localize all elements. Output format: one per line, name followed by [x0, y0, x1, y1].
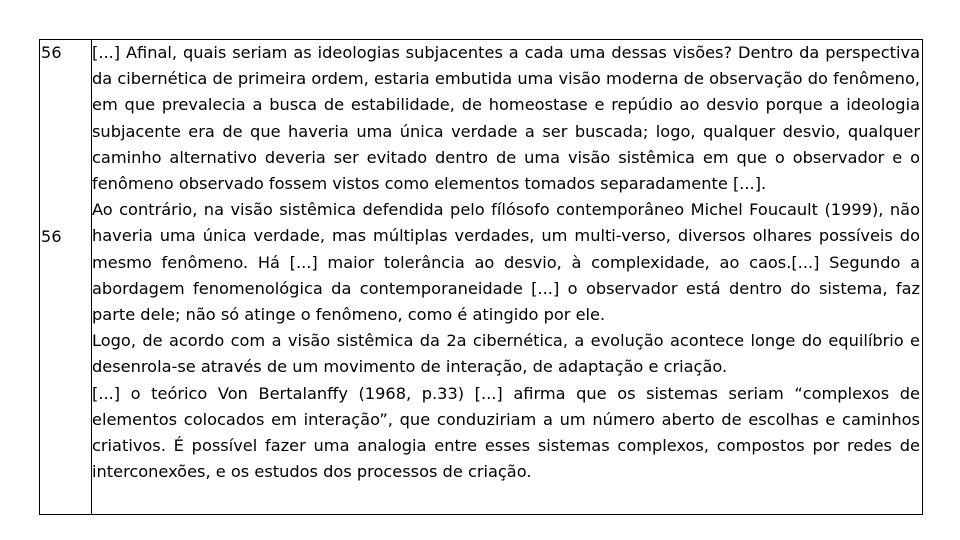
page-number: 56 — [41, 227, 62, 246]
page-number: 56 — [41, 43, 62, 62]
quote-paragraph: Logo, de acordo com a visão sistêmica da 2a cibernética, a evolução acontece longe do equilíbrio e desenrola-se através de um movimento de interação, de adaptação e criação. — [92, 331, 920, 377]
quote-text — [92, 40, 920, 485]
quote-paragraph: Ao contrário, na visão sistêmica defendida pelo fílósofo contemporâneo Michel Foucault (1999), não haveria uma única verdade, mas múltiplas verdades, um multi-verso, diversos olhares possíveis do mesmo fenômeno. Há [...] maior tolerância ao desvio, à complexidade, ao caos.[...] Segundo a abordagem fenomenológica da contemporaneidade [...] o observador está dentro do sistema, faz parte dele; não só atinge o fenômeno, como é atingido por ele. — [92, 200, 920, 325]
quote-table — [39, 39, 923, 515]
quote-paragraph: [...] Afinal, quais seriam as ideologias subjacentes a cada uma dessas visões? Dentro da perspectiva da cibernética de primeira ordem, estaria embutida uma visão moderna de observação do fenômeno, em que prevalecia a busca de estabilidade, de homeostase e repúdio ao desvio porque a ideologia subjacente era de que haveria uma única verdade a ser buscada; logo, qualquer desvio, qualquer caminho alternativo deveria ser evitado dentro de uma visão sistêmica em que o observador e o fenômeno observado fossem vistos como elementos tomados separadamente [...]. — [92, 43, 920, 194]
quote-paragraph: [...] o teórico Von Bertalanffy (1968, p.33) [...] afirma que os sistemas seriam “complexos de elementos colocados em interação”, que conduziriam a um número aberto de escolhas e caminhos criativos. É possível fazer uma analogia entre esses sistemas complexos, compostos por redes de interconexões, e os estudos dos processos de criação. — [92, 383, 920, 482]
